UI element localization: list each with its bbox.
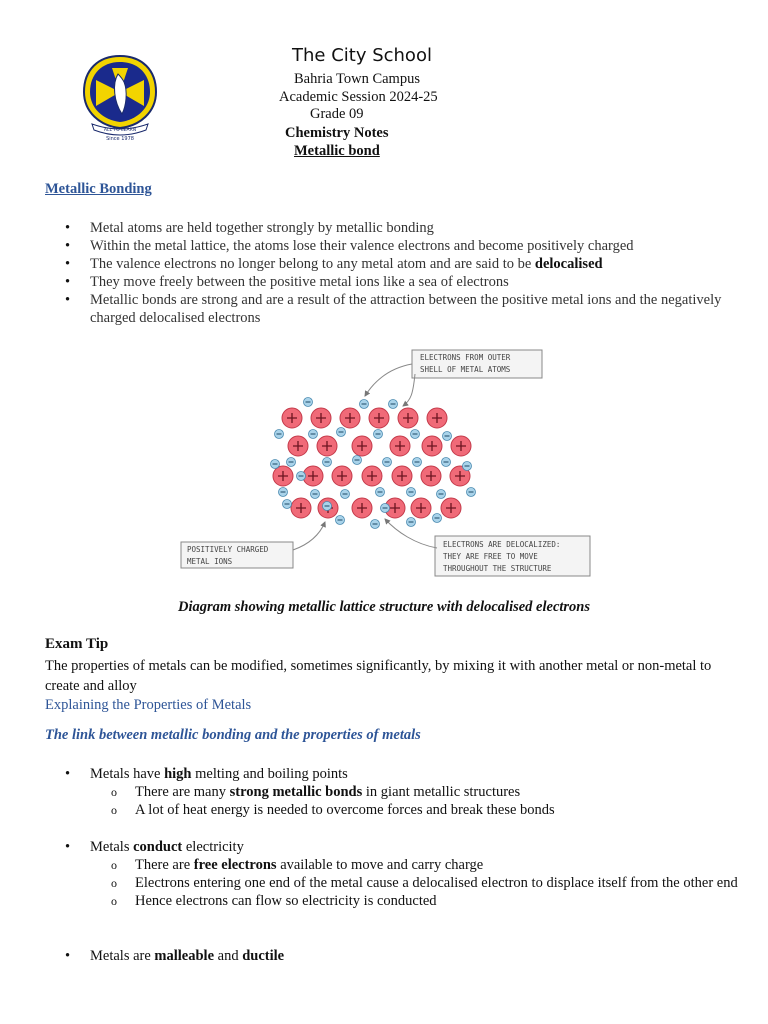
svg-text:ALL TO LEARN: ALL TO LEARN [103, 128, 137, 133]
list-item: • Metals are malleable and ductile [65, 947, 745, 965]
campus-name: Bahria Town Campus [294, 71, 420, 87]
property-malleable-ductile [65, 947, 745, 965]
explaining-properties-heading: Explaining the Properties of Metals [45, 697, 252, 713]
metallic-lattice-diagram [175, 344, 595, 580]
metallic-bonding-list [65, 219, 745, 327]
list-subitem: o There are free electrons available to move and carry charge [65, 856, 745, 874]
list-item: • Within the metal lattice, the atoms lose their valence electrons and become positively charged [65, 237, 745, 255]
subject-title: Chemistry Notes [285, 125, 389, 141]
list-item: • Metals have high melting and boiling points [65, 765, 745, 783]
list-subitem: o A lot of heat energy is needed to overcome forces and break these bonds [65, 801, 745, 819]
list-item: • The valence electrons no longer belong to any metal atom and are said to be delocalised [65, 255, 745, 273]
school-logo [82, 54, 158, 146]
list-item: • Metals conduct electricity [65, 838, 745, 856]
exam-tip-title: Exam Tip [45, 636, 109, 652]
list-item: • They move freely between the positive metal ions like a sea of electrons [65, 273, 745, 291]
list-item: • Metallic bonds are strong and are a result of the attraction between the positive metal ions and the negatively charged delocalised electrons [65, 291, 745, 327]
grade: Grade 09 [310, 106, 364, 122]
exam-tip-text: The properties of metals can be modified, sometimes significantly, by mixing it with another metal or non-metal to create and alloy [45, 658, 712, 694]
property-conduct-electricity [65, 838, 745, 910]
svg-text:ELECTRONS ARE DELOCALIZED:: ELECTRONS ARE DELOCALIZED: [443, 540, 561, 549]
link-heading: The link between metallic bonding and the properties of metals [45, 727, 421, 743]
label-positive-metal-ions [181, 542, 293, 568]
academic-session: Academic Session 2024-25 [279, 89, 438, 105]
section-heading-metallic-bonding: Metallic Bonding [45, 181, 152, 197]
lattice [271, 398, 476, 529]
list-item: • Metal atoms are held together strongly by metallic bonding [65, 219, 745, 237]
label-electrons-outer-shell [412, 350, 542, 378]
svg-text:THEY ARE FREE TO MOVE: THEY ARE FREE TO MOVE [443, 552, 538, 561]
list-subitem: o Electrons entering one end of the metal cause a delocalised electron to displace itself from the other end [65, 874, 745, 892]
property-melting-points [65, 765, 745, 819]
diagram-caption: Diagram showing metallic lattice structure with delocalised electrons [177, 599, 591, 615]
svg-text:ELECTRONS FROM OUTER: ELECTRONS FROM OUTER [420, 353, 511, 362]
list-subitem: o There are many strong metallic bonds in giant metallic structures [65, 783, 745, 801]
school-title: The City School [292, 45, 432, 66]
svg-text:THROUGHOUT THE STRUCTURE: THROUGHOUT THE STRUCTURE [443, 564, 552, 573]
svg-text:Since 1978: Since 1978 [106, 136, 134, 142]
topic-title: Metallic bond [294, 143, 380, 159]
list-subitem: o Hence electrons can flow so electricity is conducted [65, 892, 745, 910]
label-delocalized-electrons [435, 536, 590, 576]
svg-text:METAL IONS: METAL IONS [187, 557, 233, 566]
svg-text:SHELL OF METAL ATOMS: SHELL OF METAL ATOMS [420, 365, 511, 374]
svg-text:POSITIVELY CHARGED: POSITIVELY CHARGED [187, 545, 269, 554]
